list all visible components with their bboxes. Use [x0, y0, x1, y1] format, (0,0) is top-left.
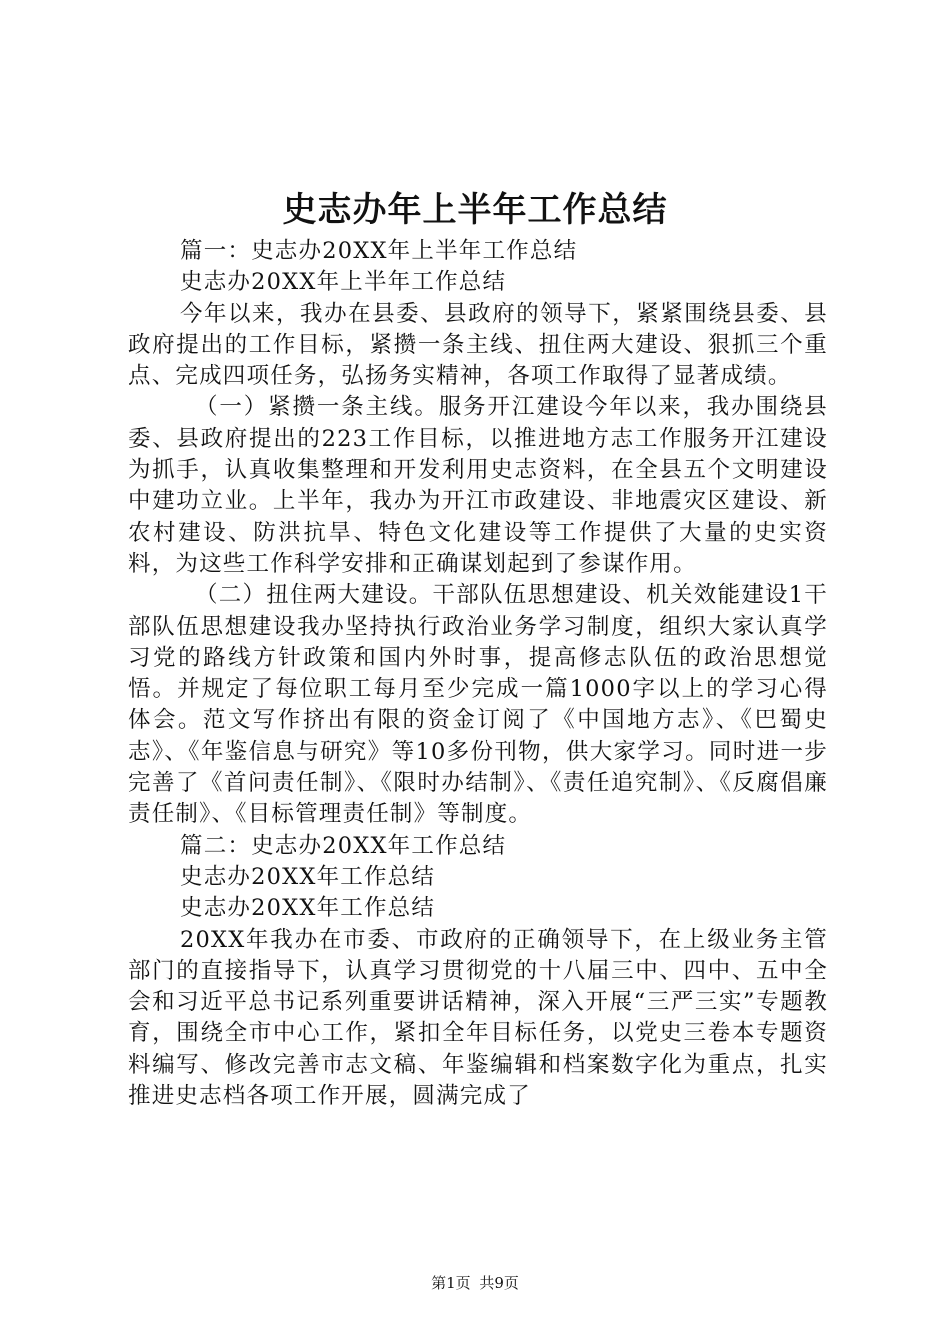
section-heading-1: 篇一：史志办20XX年上半年工作总结 — [180, 238, 578, 264]
document-title: 史志办年上半年工作总结 — [282, 190, 668, 230]
document-body — [128, 236, 828, 1112]
paragraph-annual: 20XX年我办在市委、市政府的正确领导下，在上级业务主管部门的直接指导下，认真学习贯彻党的十八届三中、四中、五中全会和习近平总书记系列重要讲话精神，深入开展“三严三实”专题教育，围绕全市中心工作，紧扣全年目标任务，以党史三卷本专题资料编写、修改完善市志文稿、年鉴编辑和档案数字化为重点，扎实推进史志档各项工作开展，圆满完成了 — [128, 926, 828, 1110]
paragraph-part-2: （二）扭住两大建设。干部队伍思想建设、机关效能建设1干部队伍思想建设我办坚持执行政治业务学习制度，组织大家认真学习党的路线方针政策和国内外时事，提高修志队伍的政治思想觉悟。并规定了每位职工每月至少完成一篇1000字以上的学习心得体会。范文写作挤出有限的资金订阅了《中国地方志》、《巴蜀史志》、《年鉴信息与研究》等10多份刊物，供大家学习。同时进一步完善了《首问责任制》、《限时办结制》、《责任追究制》、《反腐倡廉责任制》、《目标管理责任制》等制度。 — [128, 582, 828, 828]
page-footer — [0, 1272, 950, 1294]
paragraph-intro: 今年以来，我办在县委、县政府的领导下，紧紧围绕县委、县政府提出的工作目标，紧攒一条主线、扭住两大建设、狠抓三个重点、完成四项任务，弘扬务实精神，各项工作取得了显著成绩。 — [128, 300, 828, 390]
subtitle-3: 史志办20XX年工作总结 — [180, 895, 436, 922]
subtitle-1: 史志办20XX年上半年工作总结 — [180, 269, 507, 296]
page-total: 共9页 — [479, 1274, 519, 1292]
section-heading-2: 篇二：史志办20XX年工作总结 — [180, 832, 507, 859]
subtitle-2: 史志办20XX年工作总结 — [180, 863, 436, 890]
paragraph-part-1: （一）紧攒一条主线。服务开江建设今年以来，我办围绕县委、县政府提出的223工作目标，以推进地方志工作服务开江建设为抓手，认真收集整理和开发利用史志资料，在全县五个文明建设中建功立业。上半年，我办为开江市政建设、非地震灾区建设、新农村建设、防洪抗旱、特色文化建设等工作提供了大量的史实资料，为这些工作科学安排和正确谋划起到了参谋作用。 — [128, 394, 828, 577]
page-number: 第1页 — [431, 1274, 471, 1292]
